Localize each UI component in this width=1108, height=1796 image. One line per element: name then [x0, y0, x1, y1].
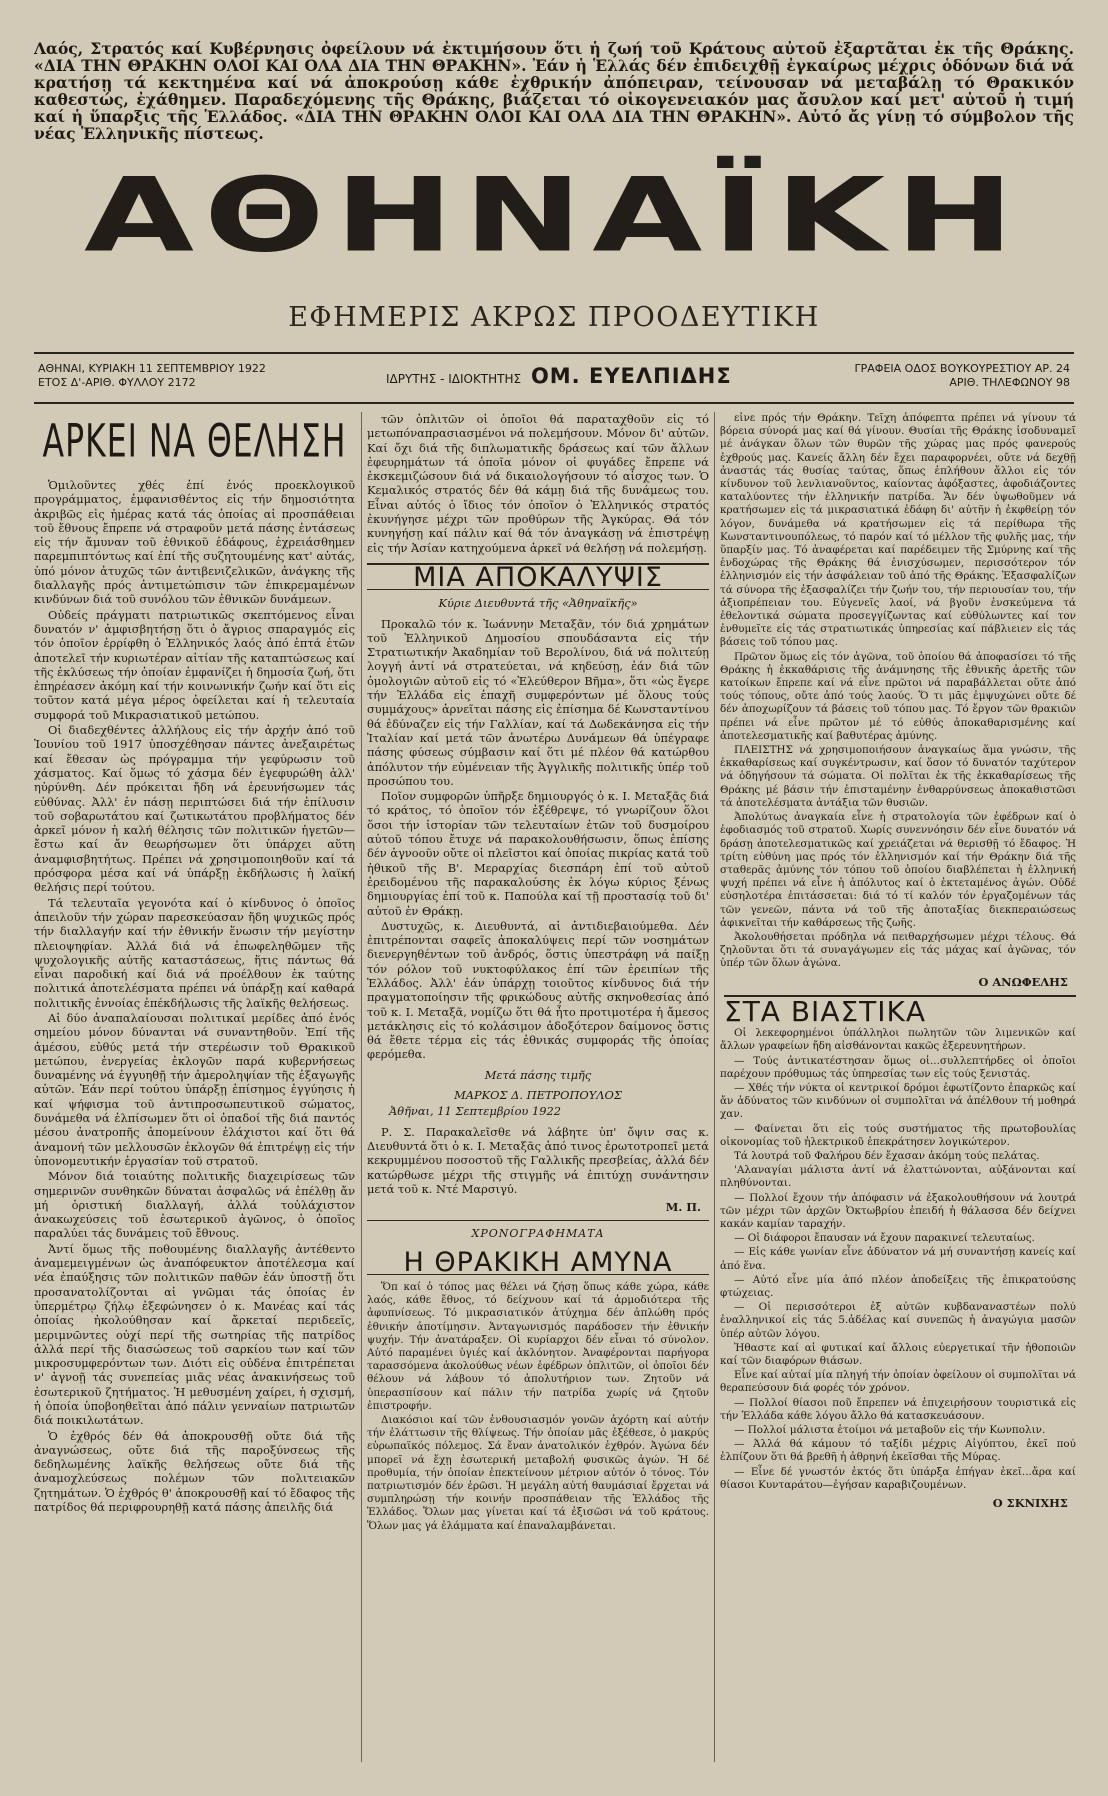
phone-line: ΑΡΙΘ. ΤΗΛΕΦΩΝΟΥ 98 — [949, 376, 1070, 389]
brief-item: — Αὐτό εἶνε μία ἀπό πλέον ἀποδείξεις τῆς ἐπικρατούσης φτώχειας. — [720, 1273, 1076, 1299]
column-3 — [720, 412, 1076, 1767]
article-paragraph: Τά τελευταῖα γεγονότα καί ὁ κίνδυνος ὁ ὁποῖος ἀπειλοῦν τήν χώραν παρεσκεύασαν ἤδη ψυχικῶς πρός τήν διαλλαγήν καί τήν ἐθνικήν ἕνωσιν τήν μεγίστην πλειοψηφίαν. Ἀλλά διά νά ἐπωφεληθῶμεν τῆς ψυχολογικῆς αὐτῆς καταστάσεως, ἥτις πάντως θά εἶναι παροδική καί διά νά προέλθουν ἐκ ταύτης πολιτικά ἀποτελέσματα πρέπει νά ὑπάρξῃ καί καθαρά πολιτικῆς ἐννοίας ἐπέκδήλωσις τῆς λαϊκῆς θελήσεως. — [34, 895, 355, 1010]
brief-item: — Οἱ περισσότεροι ἐξ αὐτῶν κυβδαναναστέων πολύ ἐναλληνικοί εἰς τάς 5.ἀδέλας καί συνεπῶς ἡ ἀναγώγια μασῶν ὑπέρ αὐτῶν λόγου. — [720, 1301, 1076, 1340]
letter-date: Ἀθῆναι, 11 Σεπτεμβρίου 1922 — [389, 1104, 561, 1119]
brief-item: — Πολλοί ἔχουν τήν ἀπόφασιν νά ἐξακολουθήσουν νά λουτρά τῶν μέχρι τῶν ἀρχῶν Ὀκτωβρίου ἐπειδή ἡ θάλασσα δέν δείχνει κακάν καμίαν ταραχήν. — [720, 1191, 1076, 1230]
info-bar — [34, 352, 1074, 404]
founder-name: ΟΜ. ΕΥΕΛΠΙΔΗΣ — [530, 364, 732, 388]
postscript-signature: Μ. Π. — [665, 1200, 701, 1215]
founder-label: ΙΔΡΥΤΗΣ - ΙΔΙΟΚΤΗΤΗΣ — [386, 372, 522, 386]
chronicle-body — [367, 1281, 709, 1533]
article-paragraph: Ὁμιλοῦντες χθές ἐπί ἑνός προεκλογικοῦ προγράμματος, ἐμφανισθέντος εἰς τήν δημοσιότητα ἀκριβῶς εἰς ἡμέρας κατά τάς ὁποίας αἱ προσπάθειαι τοῦ ἔθνους ἔπρεπε νά στραφοῦν μετά πάσης ἐντάσεως εἰς τήν ἄμυναν τοῦ ἐθνικοῦ ἐδάφους, ἐχρειάσθημεν παρεμπιπτόντως καί ἐπί τῆς συζητουμένης κατ' αὐτάς, ὑπό μόνον ἀτυχῶς τῶν ἀντιβενιζελικῶν, ἀνάγκης τῆς διαλλαγῆς πρός ἀντιμετώπισιν τῶν ἐπικρεμαμένων κινδύνων διά τοῦ συνόλου τῶν ἐθνικῶν δυνάμεων. — [34, 478, 355, 607]
front-banner-text: Λαός, Στρατός καί Κυβέρνησις ὀφείλουν νά ἐκτιμήσουν ὅτι ἡ ζωή τοῦ Κράτους αὐτοῦ ἐξαρτᾶται ἐκ τῆς Θράκης. «ΔΙΑ ΤΗΝ ΘΡΑΚΗΝ ΟΛΟΙ ΚΑΙ ΟΛΑ ΔΙΑ ΤΗΝ ΘΡΑΚΗΝ». Ἐάν ἡ Ἑλλάς δέν ἐπιδειχθῇ ἐγκαίρως μέχρις ὁδόνων διά νά κρατήσῃ τά κεκτημένα καί νά ἀποκρούσῃ κάθε ἐχθρικήν ἀπόπειραν, τείνουσαν νά μεταβάλῃ τό Θρακικόν καθεστώς, ἐχάθημεν. Παραδεχόμενης τῆς Θράκης, βιάζεται τό οἰκογενειακόν μας ἄσυλον καί μετ' αὐτοῦ ἡ τιμή καί ἡ ὕπαρξις τῆς Ἑλλάδος. «ΔΙΑ ΤΗΝ ΘΡΑΚΗΝ ΟΛΟΙ ΚΑΙ ΟΛΑ ΔΙΑ ΤΗΝ ΘΡΑΚΗΝ». Αὐτό ἄς γίνῃ τό σύμβολον τῆς νέας Ἑλληνικῆς πίστεως. — [34, 39, 1074, 143]
brief-item: — Φαίνεται ὅτι εἰς τούς συστήματος τῆς πρωτοβουλίας οἰκονομίας τοῦ ἠλεκτρικοῦ ἐπεκράτησεν λογικώτερον. — [720, 1122, 1076, 1148]
info-left — [38, 362, 266, 390]
article-paragraph: Οἱ διαδεχθέντες ἀλλήλους εἰς τήν ἀρχήν ἀπό τοῦ Ἰουνίου τοῦ 1917 ὑποσχέθησαν πάντες ἀνεξαιρέτως καί ἔθεσαν ὡς πρόγραμμα τήν γεφύρωσιν τοῦ χάσματος. Καί ὅμως τό χάσμα δέν ἐγεφυρώθη ἀλλ' ηὐρύνθη. Δέν πρόκειται ἤδη νά ἐρευνήσωμεν τάς εὐθύνας. Ἀλλ' ἐν πάσῃ περιπτώσει διά τήν ἐπίλυσιν τοῦ σοβαρωτάτου καί ζωτικωτάτου προβλήματος δέν ἀρκεῖ μόνον ἡ καλή θέλησις τῶν πολιτικῶν ἡγετῶν—ἔστω καί ἄν θεωρήσωμεν ὅτι ὑπάρχει αὕτη ἀναμφισβητήτως. Πρέπει νά χρησιμοποιηθοῦν καί τά πρόσφορα μέσα καί νά ὑπάρξῃ ἐκδήλωσις ἡ λαϊκή θελήσις περί τούτου. — [34, 723, 355, 895]
article-paragraph: Ἀπολύτως ἀναγκαία εἶνε ἡ στρατολογία τῶν ἐφέδρων καί ὁ ἐφοδιασμός τοῦ στρατοῦ. Χωρίς συνεννόησιν δέν εἶνε δυνατόν νά δράσῃ ἀποτελεσματικῶς καί χρειάζεται νά θερισθῇ τό ἔδαφος. Ἡ τρίτη εὐθύνη μας πρός τόν ἑλληνισμόν καί τήν Θράκην διά τῆς σταθερᾶς ἀμύνης τόν τόπου τοῦ ὁποίου διαβλέπεται ἡ ἑλληνική ψυχή πρέπει νά εἶνε ἡ ἀπόλυτος καί ὁ ἐκτεταμένος ἀγών. Οὐδέ εὐσηλοτέρα ἐπιτάσσεται: διά τό τί καλόν τόν ἐργαζομένων τάς τῶν γενεῶν, πάντα νά τοῦ τῆς ἀποταξίας διεκπεραιώσεως ἀφικνεῖται τήν καθάρσεως τῆς ζωῆς. — [720, 811, 1076, 929]
headline-sta-viastika: ΣΤΑ ΒΙΑΣΤΙΚΑ — [724, 995, 1076, 1019]
letter-signature: ΜΑΡΚΟΣ Δ. ΠΕΤΡΟΠΟΥΛΟΣ — [454, 1088, 622, 1103]
masthead-subtitle: ΕΦΗΜΕΡΙΣ ΑΚΡΩΣ ΠΡΟΟΔΕΥΤΙΚΗ — [288, 302, 820, 333]
column-2 — [367, 412, 709, 1767]
article-paragraph: Ἀντί ὅμως τῆς ποθουμένης διαλλαγῆς ἀντέθεντο ἀναμεμειγμένων ὡς ἀναπόφευκτον ἀποτέλεσμα καί νέα ἐπαύξησις τῶν πολιτικῶν παθῶν ἐάν ὑποστῇ ὅτι προσανατολίζονται αἱ γνῶμαι τάς ὁποίας ἐν ὑπερμέτρῳ ζήλῳ ἐξεφώνησεν ὁ κ. Μανέας καί τάς ὁποίας ἠκολούθησαν καί ἄρκεταί περιδεεῖς, μεριμνῶντες οὐχί περί τῆς σωτηρίας τῆς πατρίδος ἀλλά περί τῆς διασώσεως τοῦ σαρκίου των καί τῶν μικροσυμφερόντων των. Διότι εἰς οὐδένα ἐπιτρέπεται ν' ἀγνοῇ τάς συνεπείας μιᾶς νέας ἀνακινήσεως τοῦ ἐσωτερικοῦ ζητήματος. Ἡ μεθυσμένη χαίρει, ἡ σχισμή, ἡ ὁποία ὑποβοηθεῖται ἀπό πάλιν γενναίων πατριωτῶν διά ποικιλωτάτων. — [34, 1241, 355, 1428]
rubric-chronografimata: ΧΡΟΝΟΓΡΑΦΗΜΑΤΑ — [471, 1227, 605, 1241]
article-paragraph: Ποῖον συμφορῶν ὑπῆρξε δημιουργός ὁ κ. Ι. Μεταξᾶς διά τό κράτος, τό ὁποῖον τόν ἐξέθρεψε, τό γνωρίζουν ὅλοι ὅσοι τήν ἱστορίαν τῶν τελευταίων ἐτῶν τοῦ δυσμοίρου αὐτοῦ τόπου ἔτυχε νά παρακολουθήσωσιν, ὅπως ἐπίσης δέν ἀγνοοῦν οὔτε οἱ πλεῖστοι καί ὁποίας πικρίας κατά τοῦ ἡθικοῦ τῆς Β'. Μεραρχίας διεσπάρη ἐπί τοῦ αὐτοῦ ἐρειδομένου τῆς παρακαλούσης ἐκ λόγω κύριος ξένως δημιουργίας ἐπί τοῦ κ. Παπούλα καί τῇ προστασίᾳ τοῦ δι' αὐτοῦ ἐν Θράκῃ. — [367, 789, 709, 918]
article-paragraph: Ὅπ καί ὁ τόπος μας θέλει νά ζήσῃ ὅπως κάθε χώρα, κάθε λαός, κάθε ἔθνος, τό δείχνουν καί τά ἀρμοδιότερα τῆς ἀφυπνίσεως. Τό μικρασιατικόν ἀτύχημα δέν ἀπλώθη πρός ἐθνικήν ἀποτίμησιν. Ἀνταγωνισμός παράδοσεν τήν ἐθνικήν ψυχήν. Τήν ἀνατάραξεν. Οἱ κυρίαρχοι δέν εἶναι τό σύνολον. Αὐτό παραμένει ὑγιές καί ἀκλόνητον. Ἀναφέρονται παρήγορα ταρασσόμενα ἀκολούθως νέων ἐφέδρων ὁπλιτῶν, οἱ ὁποῖοι δέν θέλουν νά λάβουν τό ἀπολυτήριον των. Ζητοῦν νά ὑπερασπίσουν καί πάλιν τήν πατρίδα χωρίς νά ζητοῦν ἐπιστροφήν. — [367, 1281, 709, 1412]
issue-line: ΕΤΟΣ Δ'-ΑΡΙΘ. ΦΥΛΛΟΥ 2172 — [38, 376, 196, 389]
column-rule — [361, 412, 362, 1762]
brief-item: Οἱ λεκεφορημένοι ὑπάλληλοι πωλητῶν τῶν λιμενικῶν καί ἄλλων γραφείων ἤδη αἰσθάνονται κακῶς ἐξερευνητήρων. — [720, 1027, 1076, 1053]
date-line: ΑΘΗΝΑΙ, ΚΥΡΙΑΚΗ 11 ΣΕΠΤΕΜΒΡΙΟΥ 1922 — [38, 362, 266, 375]
article-paragraph: ΠΛΕΙΣΤΗΣ νά χρησιμοποιήσουν ἀναγκαίως ἅμα γνώσιν, τῆς ἐκκαθαρίσεως καί συγκέντρωσιν, καί ὅσον τό δυνατόν ταχύτερον νά ὁδηγήσουν τά σώματα. Οἱ πολῖται ἐκ τῆς ἐκκαθαρίσεως τῆς Θράκης μέ βάσιν τήν ἐπισταμένην ἐνθαρρύνσεως ἀποκαθιστῶσι τά ἀποτελέσματα ἀντάξια τῶν θυσιῶν. — [720, 744, 1076, 809]
brief-item: 'Αλαναγίαι μάλιστα ἀντί νά ἐλαττώνονται, αὐξάνονται καί πληθύνονται. — [720, 1164, 1076, 1190]
letter-address: Κύριε Διευθυντά τῆς «Ἀθηναϊκῆς» — [438, 596, 638, 611]
article-paragraph: Προκαλῶ τόν κ. Ἰωάννην Μεταξᾶν, τόν διά χρημάτων τοῦ Ἑλληνικοῦ Δημοσίου σπουδάσαντα εἰς τήν Στρατιωτικήν Ἀκαδημίαν τοῦ Βερολίνου, διά νά πολιτεύῃ λογγή ἀντί νά στρατεύεται, νά κηδεύσῃ, ἐάν διά τῶν ὁμολογιῶν αὐτοῦ εἰς τό «Ἐλεύθερον Βῆμα», ὅτι «ὡς ἔγερε τήν Ἑλλάδα εἰς ἐπαχῆ συμφερόντων μέ ὅλους τούς συμμάχους» ἀρνεῖται πάσης εἰς ἐπίσημα δέ Κωνσταντίνου θά ἐδύναζεν εἰς τήν Γαλλίαν, καί τά Δωδεκάνησα εἰς τήν Ἰταλίαν καί μετά τῶν ἀνωτέρω Δυνάμεων θά ὑπέγραφε πάσης φύσεως σύμβασιν καί ὅτι μέ πλέον θά κατώρθου ἀπόλυτον τήν εὐμένειαν τῆς Ἀγγλικῆς πολιτικῆς ὑπέρ τοῦ προσώπου του. — [367, 616, 709, 788]
article-paragraph: Ὁ ἐχθρός δέν θά ἀποκρουσθῇ οὔτε διά τῆς ἀναγνώσεως, οὔτε διά τῆς παροξύνσεως τῆς δεδηλωμένης λαϊκῆς θελήσεως οὔτε διά τῆς ἀναμοχλεύσεως πολέμων τῶν πολιτειακῶν ζητημάτων. Ὁ ἐχθρός θ' ἀποκρουσθῇ καί τό ἔδαφος τῆς πατρίδος θά περιφρουρηθῇ κατά πάσης ἀπειλῆς διά — [34, 1428, 355, 1515]
article-paragraph: Οὐδείς πράγματι πατριωτικῶς σκεπτόμενος εἶναι δυνατόν ν' ἀμφισβητήσῃ ὅτι ὁ ἄγριος σπαραγμός εἰς τόν ὁποῖον ἐρρίφθη ὁ Ἑλληνικός λαός ἀπό ἑπτά ἐτῶν ἀποτελεῖ τήν κυριωτέραν αἰτίαν τῆς καταπτώσεως καί τῆς ἐκλύσεως τήν ὁποίαν ἐμφανίζει ἡ δημοσία ζωή, ὅτι ἐπηρέασεν ἀκόμη καί τήν κοινωνικήν ζωήν καί ὅτι εἰς τοῦτον κατά μέγα μέρος ὀφείλεται καί ἡ τελευταία συμφορά τοῦ Μικρασιατικοῦ μετώπου. — [34, 607, 355, 722]
brief-item: — Εἰς κάθε γωνίαν εἶνε ἀδύνατον νά μή συναντήσῃ κανείς καί ἀπό ἕνα. — [720, 1246, 1076, 1272]
headline-apokalypsis: ΜΙΑ ΑΠΟΚΑΛΥΨΙΣ — [367, 563, 709, 590]
brief-item: — Εἶνε δέ γνωστόν ἐκτός ὅτι ὑπάρξα ἐπήγαν ἐκεῖ...ἄρα καί θίασοι Κυνταράτου—ἐγήσαν καραβιζουμένων. — [720, 1465, 1076, 1491]
column-rule — [714, 412, 715, 1762]
brief-item: — Τούς ἀντικατέστησαν ὅμως οἱ...συλλεπτήρδες οἱ ὁποῖοι παρέχουν πρόθυμως τάς ὑπηρεσίας των εἰς τούς ξενιστάς. — [720, 1054, 1076, 1080]
article-paragraph: Δυστυχῶς, κ. Διευθυντά, αἱ ἀντιδιεβαιούμεθα. Δέν ἐπιτρέπονται σαφεῖς ἀποκαλύψεις περί τῶν νοσημάτων διενεργηθέντων τοῦ ἀνδρός, ὅστις ὑπεστράφη νά παίξῃ τόν ρόλον τοῦ νυκτοφύλακος ἐπί τῶν ἐρειπίων τῆς Ἑλλάδος. Ἀλλ' ἐάν ὑπάρχῃ τοιοῦτος κίνδυνος διά τήν πραγματοποίησιν τῆς φρικώδους αὐτῆς σκηνοθεσίας ἀπό τοῦ κ. Ι. Μεταξᾶ, νομίζω ὅτι θά ἦτο προτιμοτέρα ἡ ἄμεσος μετάκλησις εἰς τό κολάσιμον ἀδοξότερον δαίμονος ὅστις θά ἔθετε τέρμα εἰς τάς ἐθνικάς συμφοράς τῆς ὁποίας φερόμεθα. — [367, 918, 709, 1062]
headline-arkei: ΑΡΚΕΙ ΝΑ ΘΕΛΗΣΗ — [42, 416, 347, 468]
brief-item: Ἠθαστε καί αἱ φυτικαί καί ἄλλοις εὐεργετικαί τῆν ἠθοποιῶν καί τῶν διαφόρων θιάσων. — [720, 1341, 1076, 1367]
column-1 — [34, 412, 355, 1762]
postscript: Ρ. Σ. Παρακαλεῖσθε νά λάβητε ὑπ' ὄψιν σας κ. Διευθυντά ὅτι ὁ κ. Ι. Μεταξᾶς ἀπό τινος ἐρωτοτροπεῖ μετά κεκρυμμένου ποσοστοῦ τῆς Γαλλικῆς πρεσβείας, ἀλλά δέν κατώρθωσε μέχρι τῆς στιγμῆς νά ἐπιτύχῃ συνάντησιν μετά τοῦ κ. Ντέ Μαρσιγύ. — [367, 1124, 709, 1196]
article-paragraph: Ἀκολουθήσεται πρόδηλα νά πειθαρχήσωμεν μέχρι τέλους. Θά ζηλοῦνται ὅτι τά συναγάγωμεν εἰς τάς μάχας καί ἀγῶνας, τόν ὑπέρ τῶν ὅλων ἀγώνα. — [720, 930, 1076, 970]
brief-item: — Πολλοί μάλιστα ἑτοίμοι νά μεταβοῦν εἰς τήν Κωνπολιν. — [734, 1424, 1046, 1437]
office-line: ΓΡΑΦΕΙΑ ΟΔΟΣ ΒΟΥΚΟΥΡΕΣΤΙΟΥ ΑΡ. 24 — [854, 362, 1070, 375]
brief-item: Τά λουτρά τοῦ Φαλήρου δέν ἔχασαν ἀκόμη τούς πελάτας. — [734, 1149, 1040, 1162]
letter-closing: Μετά πάσης τιμῆς — [484, 1067, 592, 1082]
article-paragraph: εἶνε πρός τήν Θράκην. Τεῖχη ἀπόφεπτα πρέπει νά γίνουν τά βόρεια σύνορά μας καί θά γίνουν. Θυσίαι τῆς Θράκης ἰσοδυναμεῖ μέ ἀνάγκαν ὅλων τῶν θυρῶν τῆς χώρας μας πρός φανερούς ἐχθρούς μας. Κανείς ἄλλη δέν ἔχει παραφορνέει, οὔτε νά δεχθῇ ἀναστάς τάς θυσίας ταύτας, ὅπως ἐπλήθουν ἄλλοι εἰς τόν κίνδυνον τοῦ λενλιανοῦντος, καίοντας ἀφόξαστες, ἀφοδιάζοντες καταλύοντες τήν ἐλληνικήν πατρίδα. Ἄν δέν ὑψωθοῦμεν νά κρατήσωμεν εἰς τά μικρασιατικά ἐδάφη δι' αὐτῆν ἡ ἐκφθείρῃ τόν λόγον, δυνάμεθα νά κρατήσωμεν εἰς τά περίθωρα τῆς Κωνσταντινουπόλεως, τό παρόν καί τό μέλλον τῆς φυλῆς μας, τήν ὕπαρξίν μας. Τό ἀναφέρεται καί παρέδειμεν τῆς Σμύρνης καί τῆς ἐνδοχώρας τῆς Θράκης θά ἐνισχύσωμεν, περισσότερον τόν ἑλληνισμόν εἰς τήν ἀσφάλειαν τοῦ ἀπό τῆς Θράκης. Ἐξασφαλίζων τά σύνορα τῆς ἐξασφαλίζει τήν ζωήν του, τήν περιουσίαν του, τήν ἀξιοπρέπειαν του. Εὐγενεῖς λαοί, νά βγοῦν ἐνσκεύμενα τά ἐθελοντικά σώματα προσεγγίζωντας καί εὐθύλωντες καί τον ἐνθυμεῖτε εἰς τάς στρατιωτικάς ὑπηρεσίας καί πάβλιειεν εἰς τάς βάσεις τοῦ τόπου μας. — [720, 412, 1076, 649]
author-signature: Ο ΣΚΝΙΧΗΣ — [992, 1496, 1068, 1511]
brief-item: — Ἀλλά θά κάμουν τό ταξίδι μέχρις Αἰγύπτου, ἐκεῖ πού ἐλπίζουν ὅτι θά βρεθῆ ἡ ἀθρηνή ἐκεῖσθαι τῆς Μύρας. — [720, 1438, 1076, 1464]
founder — [386, 364, 732, 388]
author-signature: Ο ΑΝΩΦΕΛΗΣ — [978, 974, 1068, 989]
brief-item: — Οἱ διάφοροι ἔπαυσαν νά ἔχουν παρακινεί τελευταίως. — [734, 1232, 1035, 1245]
headline-thrakiki-amyna: Η ΘΡΑΚΙΚΗ ΑΜΥΝΑ — [367, 1250, 709, 1275]
article-paragraph: Αἱ δύο ἀναπαλαίουσαι πολιτικαί μερίδες ἀπό ἑνός σημείου μόνον δύνανται νά συναντηθοῦν. Ἐπί τῆς ἀμέσου, εὐθύς μετά τήν στερέωσιν τοῦ Θρακικοῦ μετώπου, ἐνεργείας ἐκλογῶν παρά κυβερνήσεως δυναμένης νά ἐγγυηθῇ τήν ἀμεροληψίαν τῆς ἐξαγωγῆς αὐτῶν. Ἐάν περί τούτου ὑπάρξῃ ἐπίσημος ἐγγύησις ἡ καί ψήφισμα τοῦ ἀντιπροσωπευτικοῦ σώματος, δυνάμεθα νά ἐλπίσωμεν ὅτι οἱ ὁπαδοί τῆς διά παντός μέσου ἀνατροπῆς ἀπομείνουν ἐλάχιστοι καί ὅτι θά ἀναμονή τῶν μελλουσῶν ἐκλογῶν θά ἐπιτρέψῃ εἰς τήν ὑπονομευτικήν ἐργασίαν τοῦ στρατοῦ. — [34, 1010, 355, 1168]
article-paragraph: Πρῶτον ὅμως εἰς τόν ἀγῶνα, τοῦ ὁποίου θά ἀποφασίσει τό τῆς Θράκης ἡ ἐκκαθάρισις τῆς ἀνάμνησης τῆς ἐθνικῆς ἀρετῆς τῶν κατοίκων ἔπρεπε καί νά εἶνε πρῶτοι νά παραβάλλεται οὔτε ἀπό τούς τόπους, οὔτε ἀπό τούς λαούς. Ὅ τι μᾶς ἐμψυχώνει οὔτε δέ δέν ἀποχωρίζουν τά βάσεις τοῦ τόπου μας. Τό ἔργον τῶν θρακιῶν πρέπει νά εἶνε πρῶτον μέ τό εὐθύς ἀποκαθαρισμένης καί ἀποτελεσματικῆς καί βαθυτέρας ἀμύνης. — [720, 650, 1076, 742]
brief-item: — Χθές τήν νύκτα οἱ κεντρικοί δρόμοι ἐφωτίζοντο ἐπαρκῶς καί ἄν ἀδύνατος τῶν κινδύνων οἱ συμπολῖται νά ἀπέλθουν τή μοθηρά χαν. — [720, 1081, 1076, 1121]
info-right — [855, 362, 1070, 390]
brief-item: — Πολλοί θίασοι ποῦ ἔπρεπεν νά ἐπιχειρήσουν τουριστικά εἰς τήν Ἑλλάδα κάθε λόγου ἄλλο θά κατασκευάσουν. — [720, 1396, 1076, 1422]
masthead-title: ΑΘΗΝΑΪΚΗ — [84, 156, 1024, 276]
divider — [367, 1220, 709, 1221]
article-paragraph: Διακόσιοι καί τῶν ἐνθουσιασμόν γονῶν ἀχόρτη καί αὐτήν τήν ἐλάττωσιν τῆς θλίψεως. Τήν ὁποίαν μᾶς ἐξέθεσε, ὁ μακρύς εὐρωπαϊκός πόλεμος. Σά ἔναν ἀνατολικόν ἐχθρόν. Ἀγώνα δέν μπορεῖ νά ἔχῃ ἐσωτερική μεταβολή φυσικῶς ἀγών. Ἡ δέ προθυμία, τήν ὁποίαν ἐπεκτείνουν μέτριον αὐτόν ὁ τόνος. Τόν πατριωτισμόν δέν ἐρῶσι. Ἡ μεγάλη αὐτή θαυμάσιαί ἔρχεται νά συμπληρώσῃ τήν κοινήν προσπάθειαν τῆς Ἑλλάδος τῆς Ἑλλάδος. Ὅλων μας γίνεται καί τά ἐξισῶσι νά τοῦ κράτους. Ὅλων μας γά ἐλάμματα καί ἐπαναλαμβάνεται. — [367, 1414, 709, 1532]
article-paragraph: Μόνον διά τοιαύτης πολιτικῆς διαχειρίσεως τῶν σημερινῶν συνθηκῶν δύναται ἀσφαλῶς νά ἐπέλθῃ ἄν μή ὁριστική διαλλαγή, ἀλλά τοὐλάχιστον ἀνακωχεύσεις τοῦ ἐσωτερικοῦ ἀγῶνος, ὁ ὁποῖος παραλύει τάς δυνάμεις τοῦ ἔθνους. — [34, 1169, 355, 1241]
brief-item: Εἶνε καί αὐταί μία πληγή τήν ὁποίαν ὀφείλουν οἱ συμπολῖται νά θεραπεύσουν διά φορές τόν χρόνον. — [720, 1369, 1076, 1395]
article-paragraph: τῶν ὁπλιτῶν οἱ ὁποῖοι θά παραταχθοῦν εἰς τό μετωπόναπρασιασμένοι νά πολεμήσουν. Μόνον δι' αὐτῶν. Καί ὄχι διά τῆς διπλωματικῆς δράσεως καί τῶν ἄλλων ἐφευρημάτων τά ὁποῖα μόνον οἱ φυγάδες ἔπρεπε νά ἐκσκεμιζώσουν διά νά δικαιολογήσουν τό αἶσχος των. Ὁ Κεμαλικός στρατός δέν θά κάμῃ διά τῆς δυνάμεως του. Εἶναι αὐτός ὁ ἴδιος τόν ὁποῖον ὁ Ἑλληνικός στρατός ἐκυνήγησε μέχρι τῶν προθύρων τῆς Ἀγκύρας. Θά τόν κυνηγήσῃ καί πάλιν καί θά τόν ἀναγκάσῃ νά ἐπιστρέψῃ εἰς τήν Ἀσίαν κατηχούμενα ἀρκεῖ νά θελήσῃ νά πολεμήσῃ. — [367, 412, 709, 555]
